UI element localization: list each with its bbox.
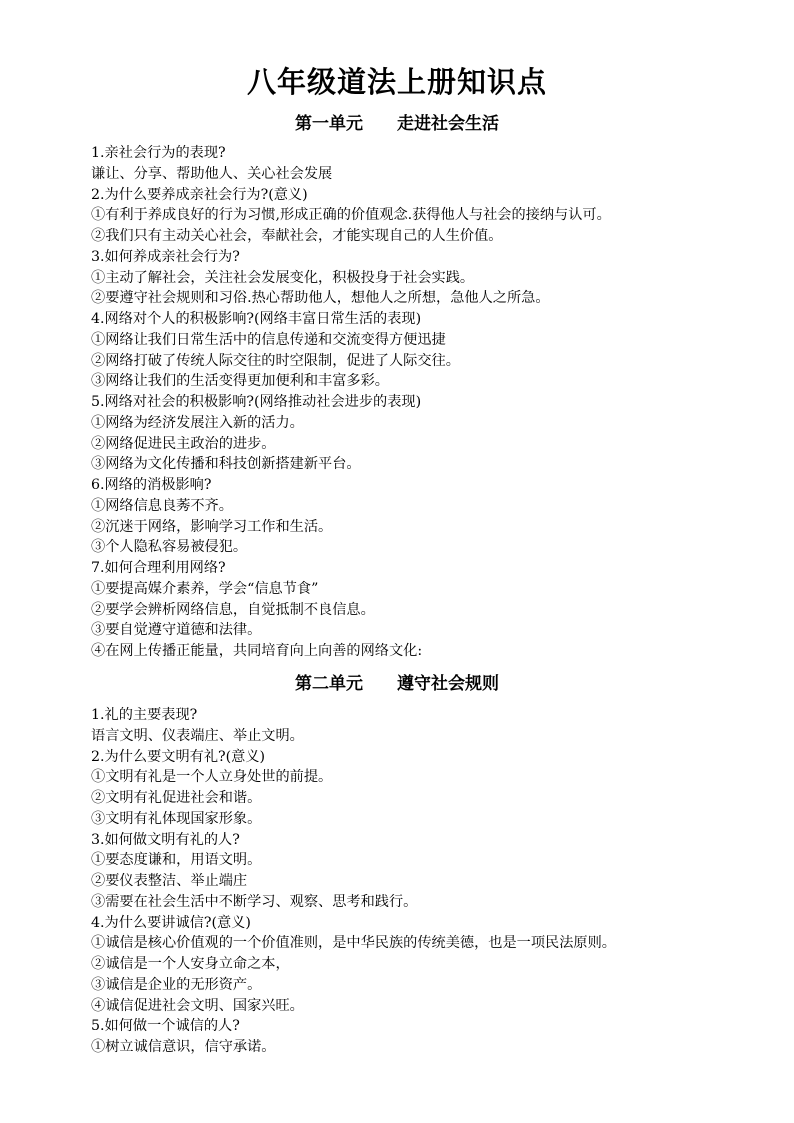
text-line: 7.如何合理利用网络? — [91, 560, 226, 576]
unit-1-content — [91, 143, 781, 662]
text-line: ③要自觉遵守道德和法律。 — [91, 622, 262, 639]
unit-heading-1 — [0, 112, 794, 136]
text-line: 6.网络的消极影响? — [91, 477, 212, 493]
text-line: 5.网络对社会的积极影响?(网络推动社会进步的表现) — [91, 394, 422, 410]
unit-number: 第一单元 — [295, 114, 363, 134]
text-line: ①主动了解社会，关注社会发展变化，积极投身于社会实践。 — [91, 269, 475, 286]
unit-2-content — [91, 705, 781, 1058]
text-line: ②诚信是一个人安身立命之本， — [91, 956, 290, 972]
text-line: 4.为什么要讲诚信?(意义) — [91, 914, 251, 931]
text-line: 谦让、分享、帮助他人、关心社会发展 — [91, 165, 333, 182]
text-line: 2.为什么要养成亲社会行为?(意义) — [91, 186, 308, 203]
unit-number: 第二单元 — [295, 674, 363, 694]
text-line: ②要遵守社会规则和习俗.热心帮助他人，想他人之所想，急他人之所急。 — [91, 290, 550, 307]
text-line: 5.如何做一个诚信的人? — [91, 1018, 240, 1035]
text-line: 3.如何做文明有礼的人? — [91, 831, 240, 848]
text-line: 1.礼的主要表现? — [91, 707, 198, 723]
text-line: ③网络为文化传播和科技创新搭建新平台。 — [91, 456, 361, 473]
text-line: ③个人隐私容易被侵犯。 — [91, 539, 248, 556]
text-line: ②文明有礼促进社会和谐。 — [91, 790, 262, 806]
text-line: 2.为什么要文明有礼?(意义) — [91, 748, 266, 765]
text-line: ①有利于养成良好的行为习惯,形成正确的价值观念.获得他人与社会的接纳与认可。 — [91, 207, 611, 224]
text-line: ②网络打破了传统人际交往的时空限制，促进了人际交往。 — [91, 352, 460, 369]
text-line: ①网络为经济发展注入新的活力。 — [91, 414, 304, 431]
text-line: ①要提高媒介素养，学会“信息节食” — [91, 580, 319, 597]
document-title: 八年级道法上册知识点 — [246, 65, 547, 99]
unit-heading-2 — [0, 672, 794, 696]
text-line: ②我们只有主动关心社会，奉献社会，才能实现自己的人生价值。 — [91, 228, 503, 244]
text-line: ②沉迷于网络，影响学习工作和生活。 — [91, 518, 333, 535]
text-line: ①要态度谦和，用语文明。 — [91, 852, 262, 869]
text-line: ③网络让我们的生活变得更加便利和丰富多彩。 — [91, 373, 389, 390]
text-line: ④在网上传播正能量，共同培育向上向善的网络文化: — [91, 643, 423, 659]
text-line: ③诚信是企业的无形资产。 — [91, 976, 262, 993]
text-line: ③需要在社会生活中不断学习、观察、思考和践行。 — [91, 893, 418, 910]
unit-name: 遵守社会规则 — [397, 674, 499, 694]
text-line: ①诚信是核心价值观的一个价值准则，是中华民族的传统美德，也是一项民法原则。 — [91, 935, 616, 952]
text-line: ②要仪表整洁、举止端庄 — [91, 873, 248, 889]
text-line: ①网络信息良莠不齐。 — [91, 497, 233, 514]
text-line: 3.如何养成亲社会行为? — [91, 248, 240, 265]
text-line: 1.亲社会行为的表现? — [91, 145, 226, 161]
text-line: ②要学会辨析网络信息，自觉抵制不良信息。 — [91, 601, 375, 618]
text-line: ①文明有礼是一个人立身处世的前提。 — [91, 769, 333, 786]
text-line: ②网络促进民主政治的进步。 — [91, 435, 276, 452]
text-line: ④诚信促进社会文明、国家兴旺。 — [91, 997, 304, 1014]
unit-name: 走进社会生活 — [397, 114, 499, 134]
text-line: ③文明有礼体现国家形象。 — [91, 810, 262, 827]
text-line: ①树立诚信意识，信守承诺。 — [91, 1039, 276, 1055]
text-line: ①网络让我们日常生活中的信息传递和交流变得方便迅捷 — [91, 331, 446, 348]
text-line: 语言文明、仪表端庄、举止文明。 — [91, 727, 304, 744]
text-line: 4.网络对个人的积极影响?(网络丰富日常生活的表现) — [91, 311, 422, 327]
